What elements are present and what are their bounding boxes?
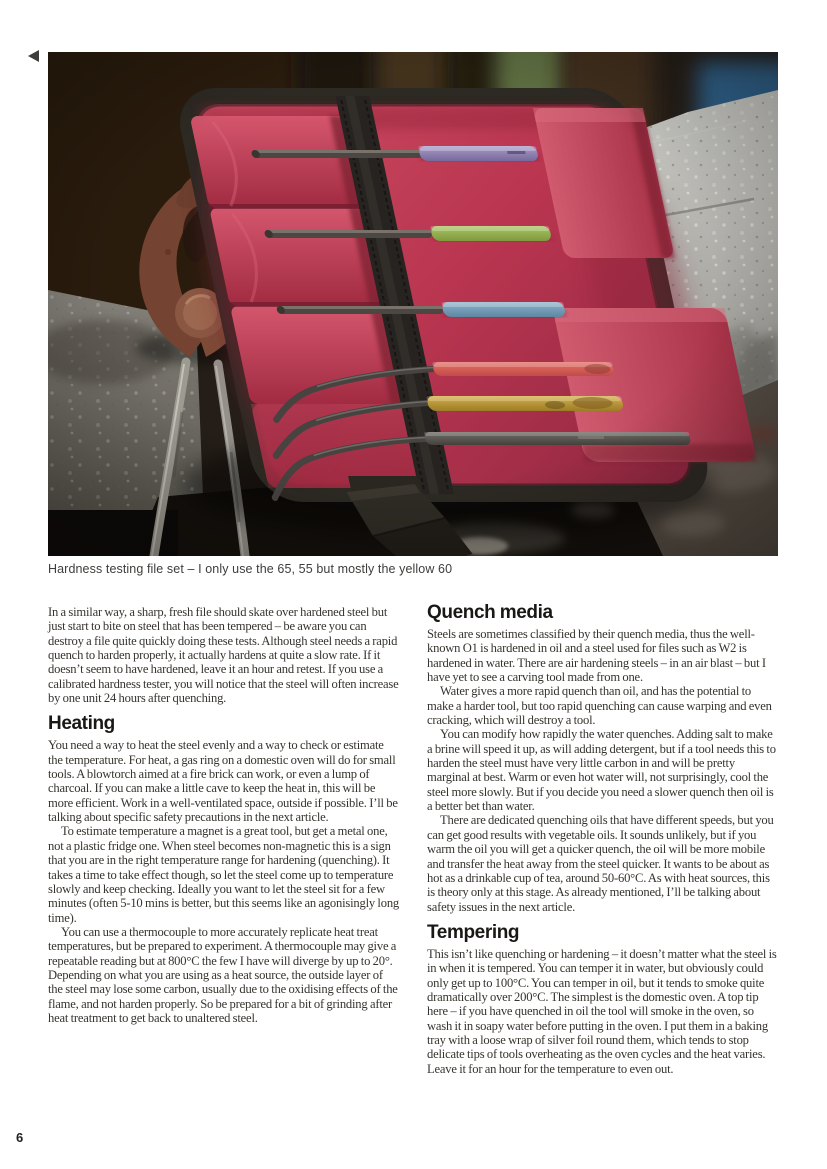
paragraph-quench-2: Water gives a more rapid quench than oil, and has the potential to make a harder tool, but too rapid quenching can cause warping and even cracking, which will destroy a tool. [427,684,772,728]
section-heading-heating: Heating [48,713,115,735]
paragraph-quench-4: There are dedicated quenching oils that have different speeds, but you can get good results with vegetable oils. It sounds unlikely, but if you warm the oil you will get a quicker quench, the oil will be more mobile and transfer the heat away from the steel quicker. It wants to be about as hot as a drinkable cup of tea, around 50-60°C. As with heat sources, this is theory only at this stage. As already mentioned, I’ll be talking about safety issues in the next article. [427,813,774,914]
section-heading-quench-media: Quench media [427,602,553,623]
photo-figure [48,52,778,576]
paragraph-heating-2: To estimate temperature a magnet is a great tool, but get a metal one, not a plastic fridge one. When steel becomes non-magnetic this is a sign that you are in the right temperature range for hardening (quenching). It takes a time to take effect though, so let the steel come up to temperature slowly and keep checking. Ideally you want to let the steel sit for a few minutes (often 5-10 mins is better, but this seems like an agonisingly long time). [48,824,400,925]
page-number: 6 [16,1130,24,1145]
paragraph-heating-1: You need a way to heat the steel evenly and a way to check or estimate the temperature. For heat, a gas ring on a domestic oven will do for small tools. A blowtorch aimed at a fire brick can work, or even a lump of charcoal. If you can make a little cave to keep the heat in, this will be more efficient. Work in a well-ventilated space, outside if possible. I’ll be talking about specific safety precautions in the next article. [48,738,398,825]
section-heading-tempering: Tempering [427,921,520,943]
photo-vignette [48,52,778,556]
paragraph-quench-1: Steels are sometimes classified by their quench media, thus the well-known O1 is hardened in oil and a steel used for files such as W2 is hardened in water. There are air hardening steels – in an air blast – but I have yet to see a carving tool made from one. [427,627,766,685]
right-column [427,601,779,1076]
paragraph-tempering-1: This isn’t like quenching or hardening – it doesn’t matter what the steel is in when it is tempered. You can temper it in water, but obviously could only get up to 100°C. You can temper in oil, but it tends to smoke quite dramatically over 200°C. The simplest is the domestic oven. A top tip here – if you have quenched in oil the tool will smoke in the oven, so wash it in soapy water before putting in the oven. I put them in a baking tray with a loose wrap of silver foil round them, which tends to stop delicate tips of tools overheating as the oven cycles and the heat varies. Leave it for an hour for the temperature to even out. [427,946,777,1076]
hardness-file-set-photo [48,52,778,556]
paragraph-heating-3: You can use a thermocouple to more accurately replicate heat treat temperatures, but be prepared to experiment. A thermocouple may give a repeatable reading but at 800°C the few I have will diverge by up to 20°. Depending on what you are using as a heat source, the outside layer of the steel may lose some carbon, usually due to the oxidising effects of the flame, and not harden properly. So be prepared for a bit of grinding after heat treatment to get back to unaltered steel. [48,924,398,1025]
back-arrow-icon[interactable] [28,50,39,62]
article-columns [48,601,779,1076]
photo-caption: Hardness testing file set – I only use the 65, 55 but mostly the yellow 60 [48,562,453,576]
left-column [48,601,400,1076]
paragraph-quench-3: You can modify how rapidly the water quenches. Adding salt to make a brine will speed it up, as will adding detergent, but if a tool needs this to harden the steel must have very little carbon in and will be pretty marginal at best. Warm or even hot water will, not surprisingly, cool the steel more slowly. But if you decide you need a slower quench then oil is a better bet than water. [427,727,776,814]
paragraph-intro: In a similar way, a sharp, fresh file should skate over hardened steel but just start to bite on steel that has been tempered – be aware you can destroy a file quite quickly doing these tests. Although steel needs a rapid quench to harden properly, it actually hardens at quite a slow rate. If it doesn’t seem to have hardened, leave it an hour and retest. If you use a calibrated hardness tester, you will notice that the steel will often increase by one unit 24 hours after quenching. [48,605,399,706]
